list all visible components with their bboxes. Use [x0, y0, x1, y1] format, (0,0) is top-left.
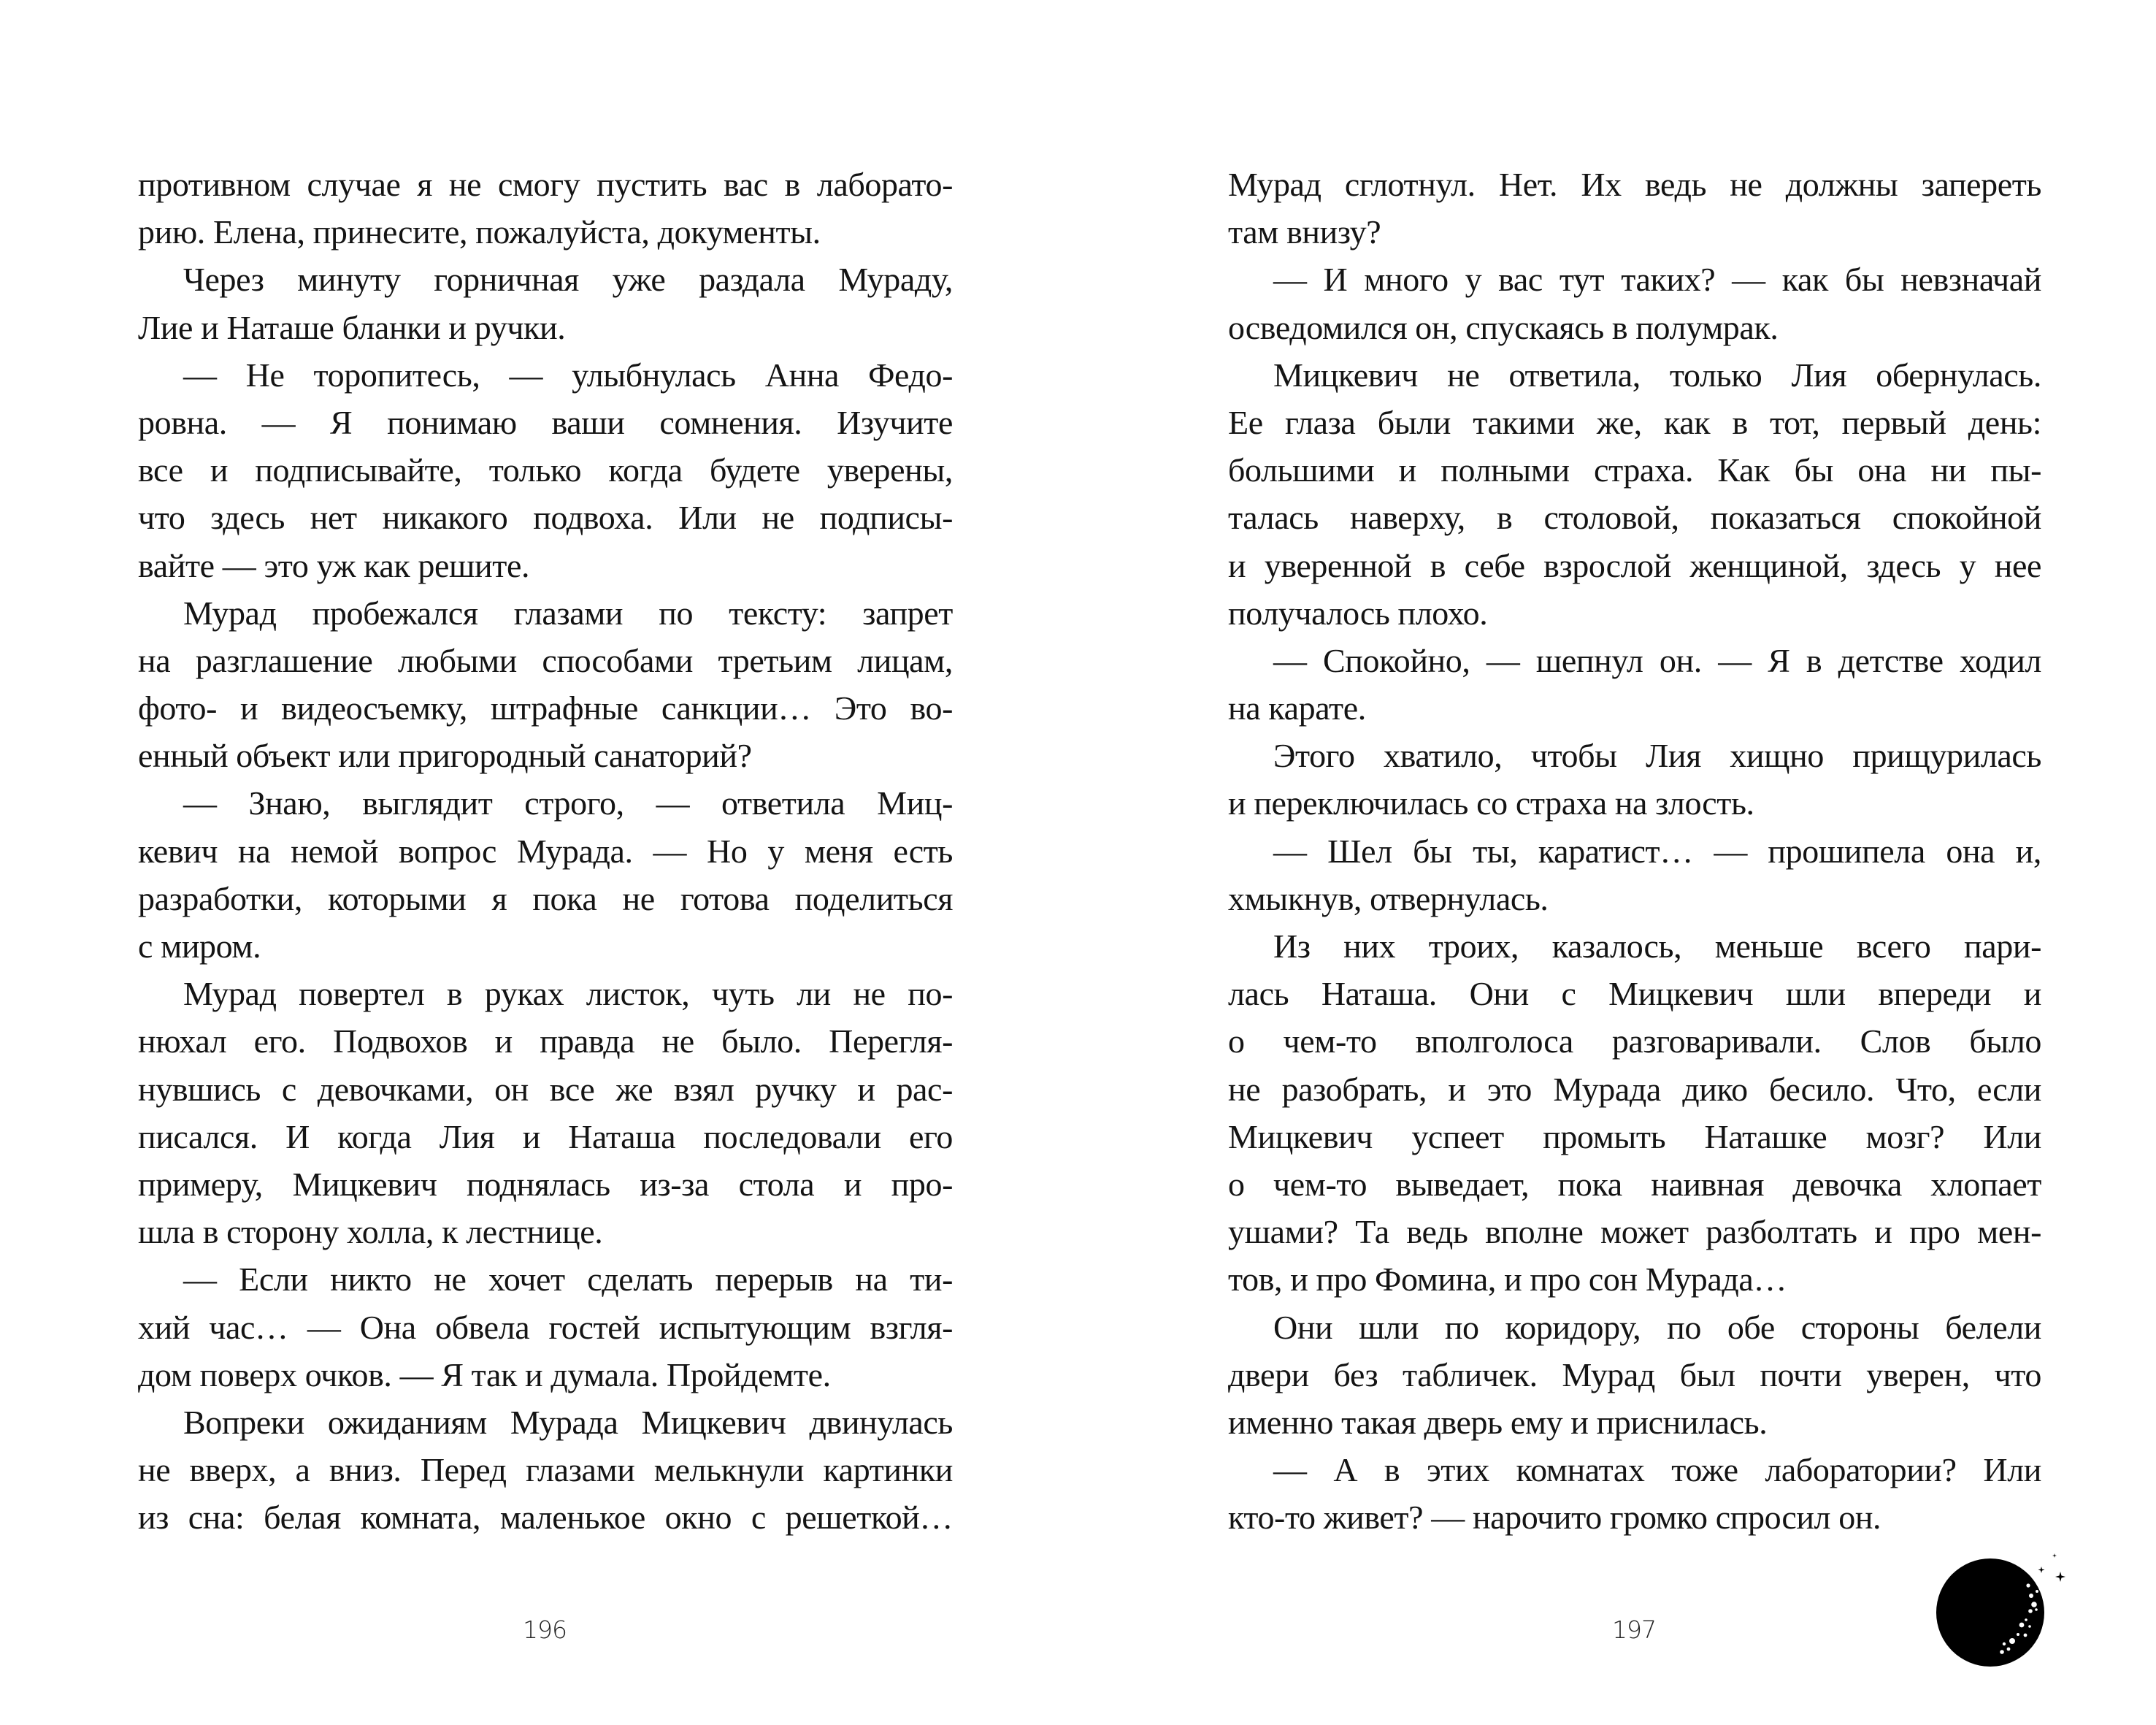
text-line: Через минуту горничная уже раздала Мураду,: [183, 261, 953, 299]
text-line: что здесь нет никакого подвоха. Или не подписы-: [138, 499, 953, 537]
text-line: енный объект или пригородный санаторий?: [138, 737, 752, 775]
text-line: о чем-то выведает, пока наивная девочка хлопает: [1228, 1165, 2041, 1203]
moon-with-stars-icon: [1932, 1534, 2078, 1680]
text-line: — Спокойно, — шепнул он. — Я в детстве ходил: [1273, 641, 2041, 679]
text-line: ушами? Та ведь вполне может разболтать и про мен-: [1228, 1213, 2041, 1251]
text-line: о чем-то вполголоса разговаривали. Слов было: [1228, 1022, 2041, 1060]
text-line: кто-то живет? — нарочито громко спросил он.: [1228, 1499, 1881, 1537]
text-line: Мурад повертел в руках листок, чуть ли не по-: [183, 975, 953, 1013]
text-line: хий час… — Она обвела гостей испытующим взгля-: [138, 1308, 953, 1346]
star-icons: [2038, 1553, 2066, 1582]
moon-icon: [1936, 1558, 2044, 1667]
text-line: — И много у вас тут таких? — как бы невзначай: [1273, 261, 2041, 299]
text-line: Этого хватило, чтобы Лия хищно прищурилась: [1273, 737, 2041, 775]
text-line: Мурад пробежался глазами по тексту: запрет: [183, 594, 953, 632]
text-line: двери без табличек. Мурад был почти уверен, что: [1228, 1355, 2041, 1393]
text-line: — Если никто не хочет сделать перерыв на ти-: [183, 1261, 953, 1298]
text-line: писался. И когда Лия и Наташа последовали его: [138, 1117, 953, 1155]
text-line: и уверенной в себе взрослой женщиной, здесь у нее: [1228, 546, 2041, 584]
text-line: Мурад сглотнул. Нет. Их ведь не должны запереть: [1228, 166, 2041, 203]
text-line: хмыкнув, отвернулась.: [1228, 879, 1549, 917]
text-line: разработки, которыми я пока не готова поделиться: [138, 879, 953, 917]
text-line: Из них троих, казалось, меньше всего пари-: [1273, 927, 2041, 965]
text-line: с миром.: [138, 927, 261, 965]
text-line: на карате.: [1228, 689, 1366, 727]
page-number-right: 197: [1612, 1615, 1656, 1644]
text-line: — Не торопитесь, — улыбнулась Анна Федо-: [183, 356, 953, 394]
text-line: кевич на немой вопрос Мурада. — Но у меня есть: [138, 832, 953, 870]
text-line: дом поверх очков. — Я так и думала. Пройдемте.: [138, 1355, 831, 1393]
text-line: нюхал его. Подвохов и правда не было. Перегля-: [138, 1022, 953, 1060]
text-line: из сна: белая комната, маленькое окно с решеткой…: [138, 1499, 953, 1537]
text-line: талась наверху, в столовой, показаться спокойной: [1228, 499, 2041, 537]
text-line: Ее глаза были такими же, как в тот, первый день:: [1228, 403, 2041, 441]
text-line: рию. Елена, принесите, пожалуйста, документы.: [138, 213, 821, 251]
text-line: получалось плохо.: [1228, 594, 1488, 632]
left-page-text: [138, 161, 953, 1541]
text-line: Лие и Наташе бланки и ручки.: [138, 308, 566, 346]
text-line: шла в сторону холла, к лестнице.: [138, 1213, 603, 1251]
right-page: [1078, 0, 2156, 1725]
text-line: Вопреки ожиданиям Мурада Мицкевич двинулась: [183, 1403, 953, 1441]
text-line: Они шли по коридору, по обе стороны белели: [1273, 1308, 2041, 1346]
text-line: нувшись с девочками, он все же взял ручку и рас-: [138, 1070, 953, 1108]
text-line: фото- и видеосъемку, штрафные санкции… Это во-: [138, 689, 953, 727]
text-line: на разглашение любыми способами третьим лицам,: [138, 641, 953, 679]
page-number-left: 196: [523, 1615, 567, 1644]
text-line: все и подписывайте, только когда будете уверены,: [138, 451, 953, 489]
text-line: и переключилась со страха на злость.: [1228, 784, 1754, 822]
text-line: большими и полными страха. Как бы она ни пы-: [1228, 451, 2041, 489]
text-line: там внизу?: [1228, 213, 1381, 251]
text-line: осведомился он, спускаясь в полумрак.: [1228, 308, 1779, 346]
text-line: вайте — это уж как решите.: [138, 546, 530, 584]
text-line: — А в этих комнатах тоже лаборатории? Или: [1273, 1451, 2041, 1489]
text-line: не разобрать, и это Мурада дико бесило. Что, если: [1228, 1070, 2041, 1108]
right-page-text: [1228, 161, 2041, 1541]
text-line: ровна. — Я понимаю ваши сомнения. Изучите: [138, 403, 953, 441]
text-line: противном случае я не смогу пустить вас в лаборато-: [138, 166, 953, 203]
text-line: — Шел бы ты, каратист… — прошипела она и,: [1273, 832, 2041, 870]
text-line: — Знаю, выглядит строго, — ответила Миц-: [183, 784, 953, 822]
text-line: тов, и про Фомина, и про сон Мурада…: [1228, 1261, 1787, 1298]
text-line: Мицкевич успеет промыть Наташке мозг? Или: [1228, 1117, 2041, 1155]
text-line: Мицкевич не ответила, только Лия обернулась.: [1273, 356, 2041, 394]
text-line: лась Наташа. Они с Мицкевич шли впереди и: [1228, 975, 2041, 1013]
text-line: не вверх, а вниз. Перед глазами мелькнули картинки: [138, 1451, 953, 1489]
text-line: именно такая дверь ему и приснилась.: [1228, 1403, 1768, 1441]
text-line: примеру, Мицкевич поднялась из-за стола и про-: [138, 1165, 953, 1203]
